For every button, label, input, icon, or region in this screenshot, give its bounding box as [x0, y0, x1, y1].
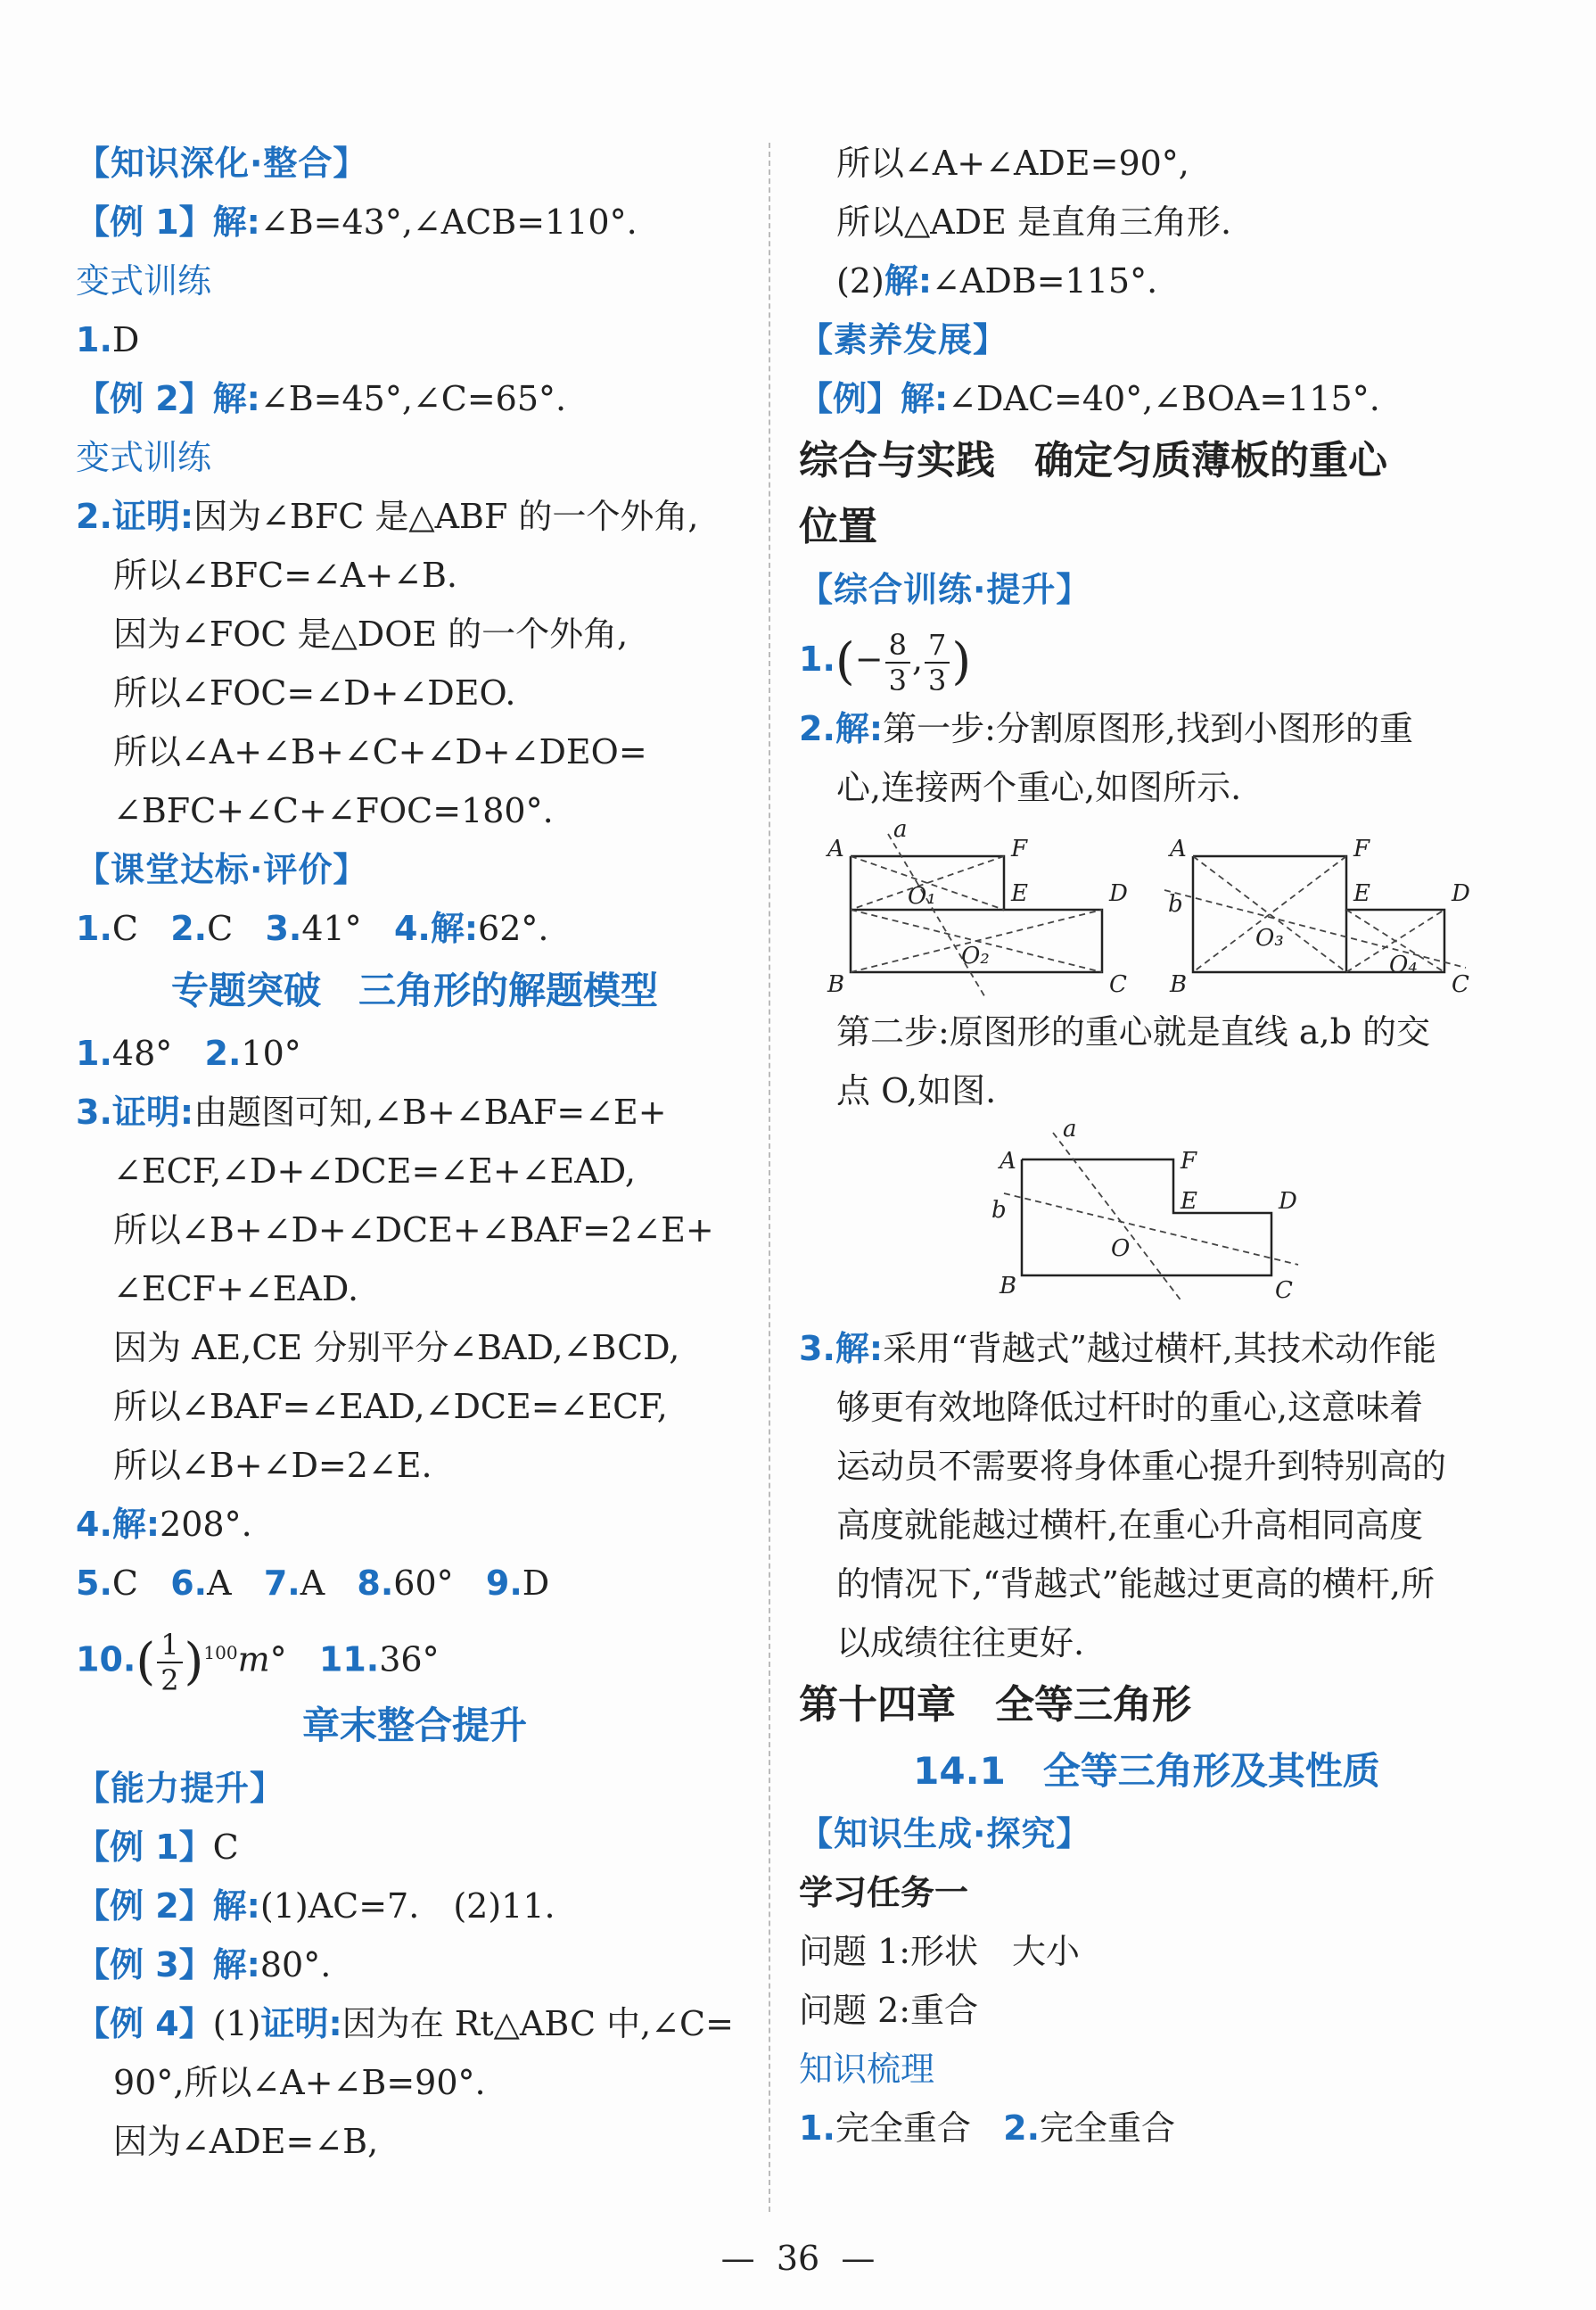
label-E2: E [1353, 880, 1370, 907]
label-B: B [1000, 1273, 1017, 1299]
left-column [76, 134, 753, 2171]
answer-list-line: 1.C 2.C 3.41° 4.解:62°. [76, 909, 549, 948]
answer-line: 第二步:原图形的重心就是直线 a,b 的交 [836, 1012, 1431, 1052]
centroid-figure-step2 [977, 1124, 1316, 1316]
answer-line: 高度就能越过横杆,在重心升高相同高度 [836, 1506, 1424, 1545]
answer-line: 【例 4】(1)证明:因为在 Rt△ABC 中,∠C= [76, 2004, 734, 2043]
label-B: B [827, 971, 845, 998]
section-subheading: 知识梳理 [799, 2050, 935, 2089]
answer-line: 90°,所以∠A+∠B=90°. [113, 2063, 486, 2102]
right-column [799, 134, 1494, 2157]
section-heading: 【知识深化·整合】 [76, 144, 368, 183]
answer-line: 心,连接两个重心,如图所示. [836, 768, 1242, 807]
answer-list-line: 5.C 6.A 7.A 8.60° 9.D [76, 1563, 550, 1603]
label-O3: O₃ [1255, 925, 1284, 952]
answer-line: 2.证明:因为∠BFC 是△ABF 的一个外角, [76, 497, 699, 536]
answer-line: 所以∠A+∠B+∠C+∠D+∠DEO= [113, 732, 647, 771]
answer-line: ∠ECF,∠D+∠DCE=∠E+∠EAD, [113, 1151, 636, 1191]
label-F: F [1011, 836, 1028, 862]
answer-line: 【例 2】解:(1)AC=7. (2)11. [76, 1886, 555, 1926]
task-heading: 学习任务一 [799, 1873, 969, 1912]
figure-dashes [1004, 1133, 1298, 1302]
column-divider [769, 143, 770, 2212]
label-b: b [991, 1197, 1007, 1224]
topic-title: 专题突破 三角形的解题模型 [170, 969, 658, 1012]
answer-line: 因为∠ADE=∠B, [113, 2122, 379, 2161]
label-F: F [1181, 1148, 1197, 1175]
answer-line: (2)解:∠ADB=115°. [836, 261, 1158, 301]
section-subheading: 变式训练 [76, 438, 212, 477]
answer-line: 【例 1】C [76, 1827, 239, 1867]
figure-left-dashes [851, 834, 1102, 999]
label-O2: O₂ [961, 943, 990, 969]
label-C: C [1109, 971, 1127, 998]
section-heading: 【知识生成·探究】 [799, 1814, 1091, 1853]
answer-line: 2.解:第一步:分割原图形,找到小图形的重 [799, 709, 1413, 748]
label-D: D [1279, 1188, 1297, 1215]
label-D: D [1109, 880, 1128, 907]
answer-line: 3.证明:由题图可知,∠B+∠BAF=∠E+ [76, 1093, 667, 1132]
answer-line: 1.(− $\frac{8}{3}$ , $\frac{7}{3}$ ) [799, 627, 972, 697]
answer-line: 【例 1】解:∠B=43°,∠ACB=110°. [76, 202, 638, 242]
answer-line: 【例】解:∠DAC=40°,∠BOA=115°. [799, 379, 1380, 418]
answer-line: 3.解:采用“背越式”越过横杆,其技术动作能 [799, 1329, 1437, 1368]
label-E: E [1181, 1188, 1197, 1215]
label-C: C [1275, 1277, 1293, 1304]
section-heading: 【综合训练·提升】 [799, 570, 1091, 609]
label-a: a [893, 821, 908, 843]
answer-line: 因为∠FOC 是△DOE 的一个外角, [113, 615, 629, 654]
figure-shape [1022, 1159, 1271, 1275]
label-A: A [827, 836, 844, 862]
answer-line: 1.D [76, 320, 140, 359]
answer-line: 所以∠B+∠D+∠DCE+∠BAF=2∠E+ [113, 1210, 714, 1250]
lesson-title: 14.1 全等三角形及其性质 [913, 1749, 1380, 1793]
answer-line: 【例 2】解:∠B=45°,∠C=65°. [76, 379, 567, 418]
label-E: E [1011, 880, 1028, 907]
fraction: $\frac{7}{3}$ [925, 628, 950, 697]
answer-list-line: 1.完全重合 2.完全重合 [799, 2108, 1176, 2148]
section-heading: 【素养发展】 [799, 320, 1008, 359]
answer-line: 所以∠BFC=∠A+∠B. [113, 556, 458, 595]
label-C2: C [1452, 971, 1469, 998]
label-O1: O₁ [908, 883, 936, 910]
answer-line: 所以∠A+∠ADE=90°, [836, 144, 1189, 183]
answer-line: 所以∠FOC=∠D+∠DEO. [113, 673, 516, 713]
section-heading: 【课堂达标·评价】 [76, 850, 368, 889]
fraction: $\frac{8}{3}$ [885, 628, 910, 697]
practice-title-cont: 位置 [799, 504, 877, 549]
label-a: a [1063, 1124, 1077, 1143]
label-D2: D [1452, 880, 1470, 907]
answer-line: 所以∠B+∠D=2∠E. [113, 1446, 432, 1485]
figure-right-dashes [1164, 856, 1466, 972]
answer-line: 因为 AE,CE 分别平分∠BAD,∠BCD, [113, 1328, 680, 1367]
topic-title: 章末整合提升 [301, 1704, 527, 1747]
label-B2: B [1170, 971, 1188, 998]
chapter-title: 第十四章 全等三角形 [799, 1682, 1191, 1728]
answer-line: 运动员不需要将身体重心提升到特别高的 [836, 1447, 1447, 1486]
section-subheading: 变式训练 [76, 261, 212, 301]
answer-line: 问题 2:重合 [799, 1991, 979, 2030]
answer-line: 点 O,如图. [836, 1071, 997, 1110]
page-number: — 36 — [720, 2239, 876, 2278]
answer-line: 所以△ADE 是直角三角形. [836, 202, 1232, 242]
centroid-figure-step1 [808, 821, 1485, 999]
answer-line: ∠ECF+∠EAD. [113, 1269, 359, 1308]
answer-line: 4.解:208°. [76, 1505, 252, 1544]
answer-line: 所以∠BAF=∠EAD,∠DCE=∠ECF, [113, 1387, 668, 1426]
answer-list-line: 1.48° 2.10° [76, 1034, 301, 1073]
answer-line: ∠BFC+∠C+∠FOC=180°. [113, 791, 554, 830]
answer-line: 问题 1:形状 大小 [799, 1932, 1081, 1971]
answer-line: 以成绩往往更好. [836, 1623, 1085, 1662]
label-b: b [1168, 891, 1183, 918]
answer-line: 够更有效地降低过杆时的重心,这意味着 [836, 1388, 1424, 1427]
answer-line: 【例 3】解:80°. [76, 1945, 332, 1984]
section-heading: 【能力提升】 [76, 1769, 285, 1808]
label-O: O [1111, 1235, 1131, 1262]
label-A2: A [1170, 836, 1187, 862]
label-O4: O₄ [1389, 952, 1418, 978]
answer-list-line: 10.( $\frac{1}{2}$ )$^{100}$m° 11.36° [76, 1628, 440, 1698]
fraction: $\frac{1}{2}$ [157, 1628, 182, 1697]
label-F2: F [1353, 836, 1370, 862]
label-A: A [1000, 1148, 1016, 1175]
answer-line: 的情况下,“背越式”能越过更高的横杆,所 [836, 1564, 1436, 1604]
practice-title: 综合与实践 确定匀质薄板的重心 [799, 438, 1387, 483]
